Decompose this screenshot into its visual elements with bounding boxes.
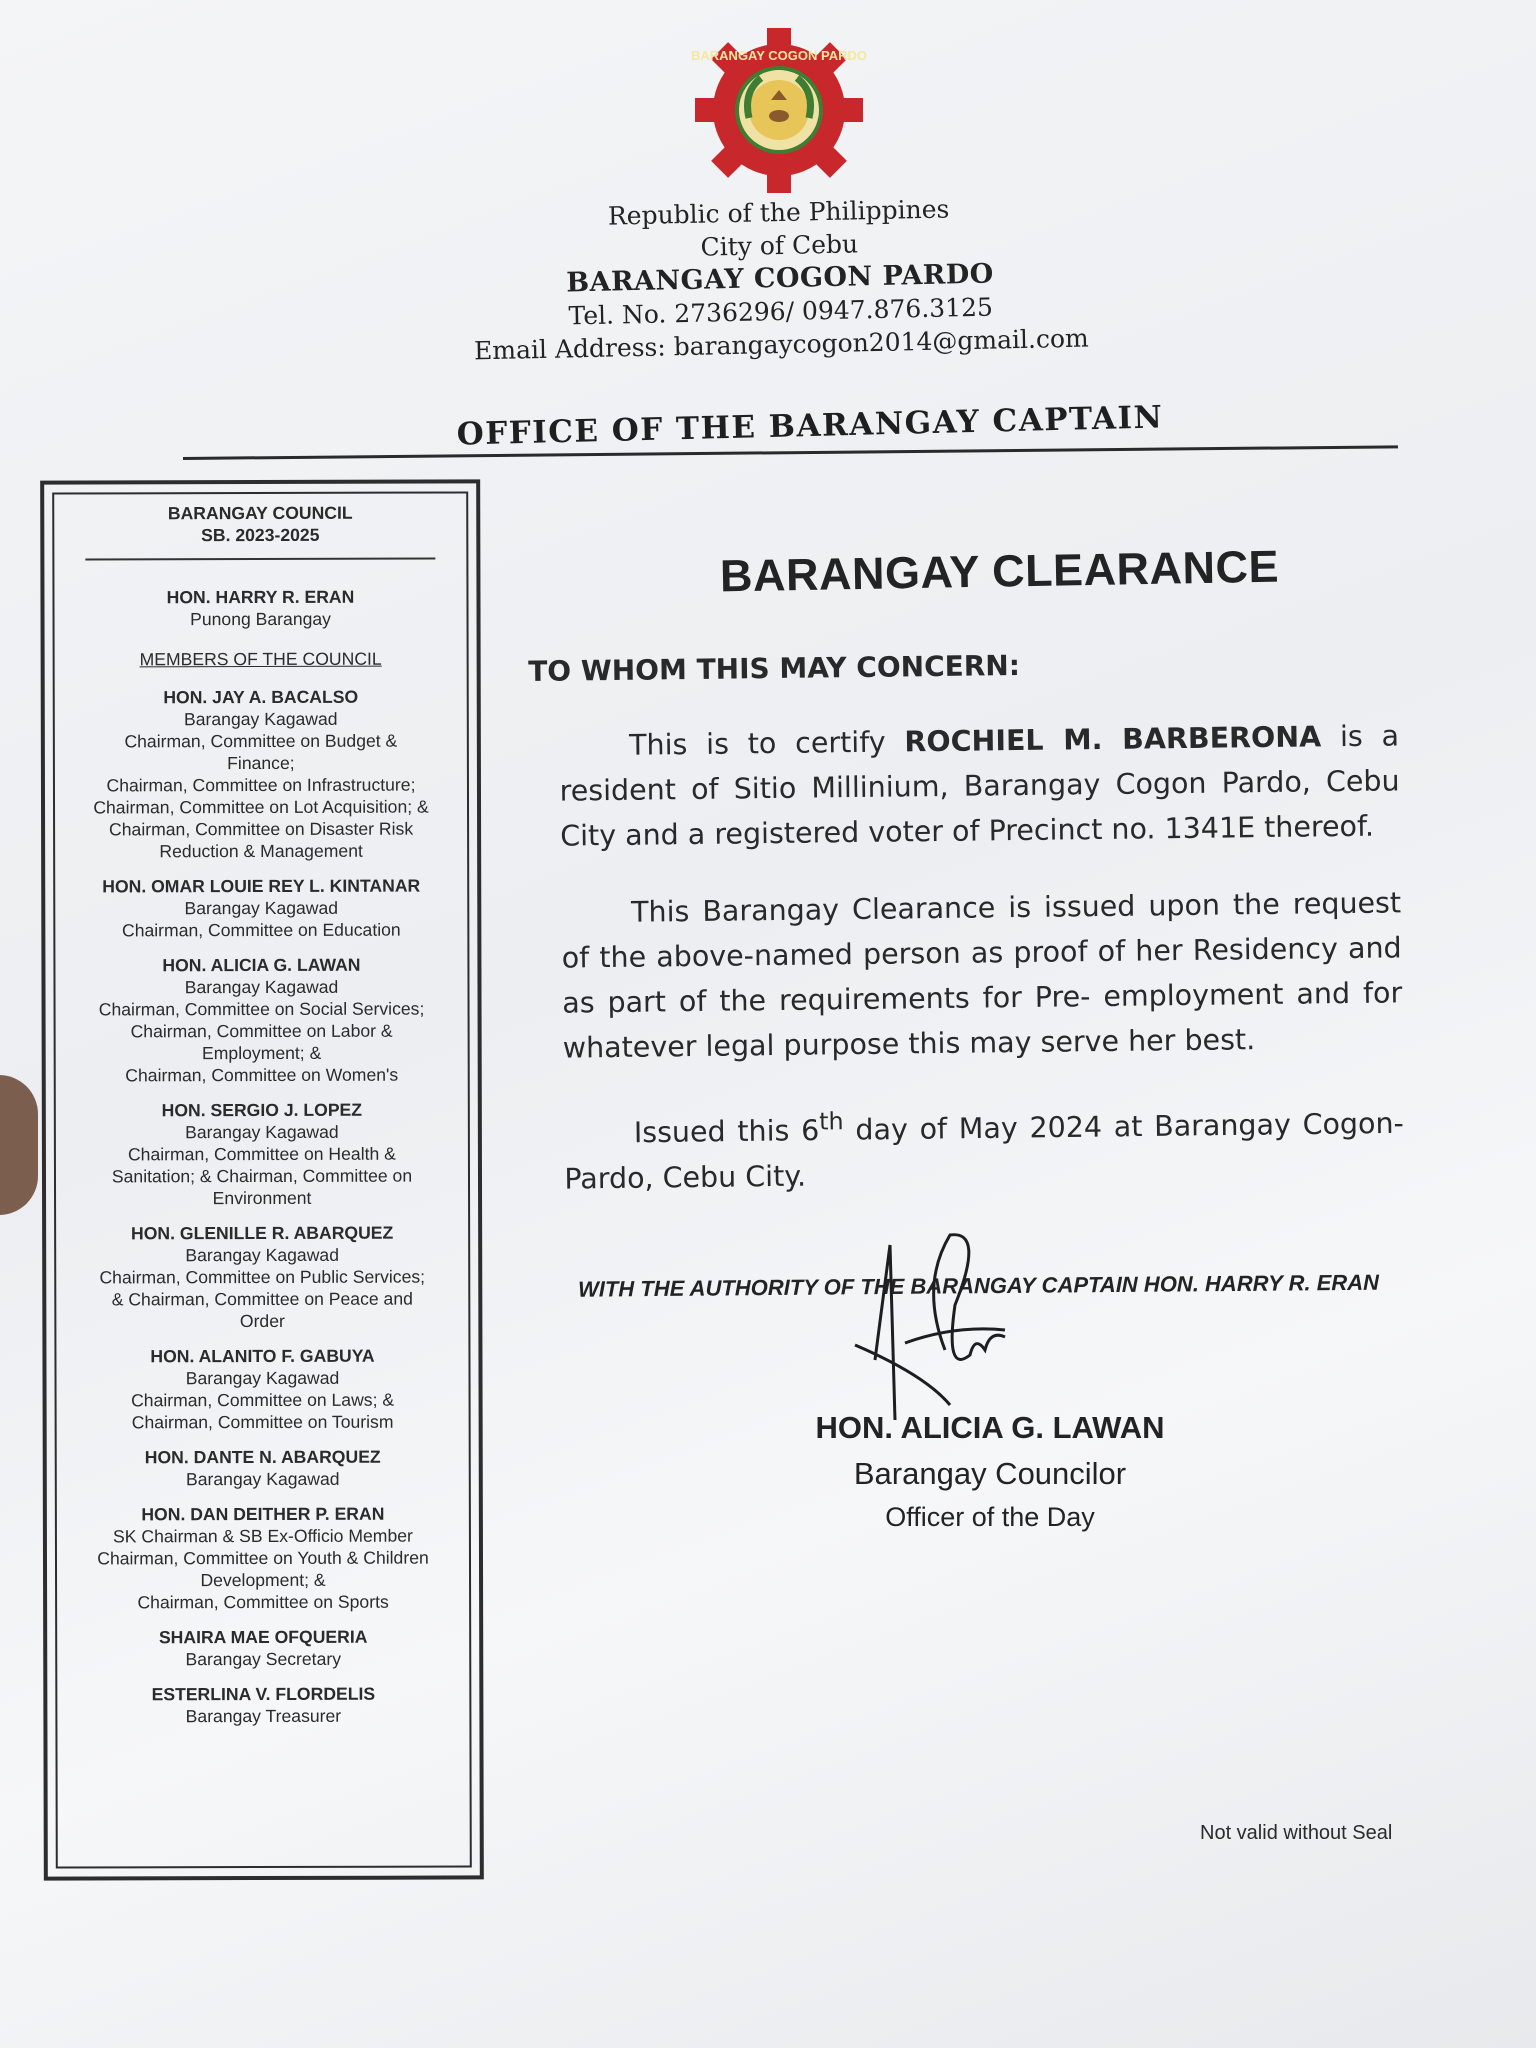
seal-lettering: BARANGAY COGON PARDO <box>690 48 868 63</box>
member-role-line: Chairman, Committee on Tourism <box>131 1411 394 1433</box>
signer-name: HON. ALICIA G. LAWAN <box>815 1410 1165 1445</box>
p1-post: is a resident of Sitio Millinium, Barangay Cogon Pardo, Cebu City and a registered voter of Precinct no. 1341E thereof. <box>559 719 1400 853</box>
captain-role: Punong Barangay <box>190 608 331 630</box>
council-sidebar <box>40 479 484 1880</box>
member-name: ESTERLINA V. FLORDELIS <box>151 1683 376 1705</box>
council-member <box>47 1625 479 1670</box>
member-role-line: Barangay Secretary <box>185 1648 342 1670</box>
office-heading: OFFICE OF THE BARANGAY CAPTAIN <box>456 399 1164 453</box>
members-list <box>45 685 480 1727</box>
captain-name: HON. HARRY R. ERAN <box>166 586 355 608</box>
member-role-line: Chairman, Committee on Sports <box>137 1591 389 1613</box>
email-line: Email Address: barangaycogon2014@gmail.com <box>473 323 1089 366</box>
member-name: HON. GLENILLE R. ABARQUEZ <box>130 1222 394 1244</box>
council-member <box>47 1502 479 1613</box>
member-role-line: Chairman, Committee on Laws; & <box>131 1389 395 1411</box>
document-body <box>528 644 1405 1233</box>
member-role-line: & Chairman, Committee on Peace and <box>111 1288 413 1310</box>
p3-post: day of May 2024 at Barangay Cogon-Pardo, Cebu City. <box>564 1106 1405 1196</box>
member-role-line: Barangay Kagawad <box>183 708 338 730</box>
member-name: HON. DANTE N. ABARQUEZ <box>144 1446 381 1468</box>
member-role-line: Chairman, Committee on Youth & Children <box>97 1547 429 1569</box>
purpose-paragraph: This Barangay Clearance is issued upon the request of the above-named person as proof of her Residency and as part of the requirements for Pre- employment and for whatever legal purpose this may serve her best. <box>561 886 1403 1065</box>
council-member <box>45 874 477 941</box>
member-role-line: Employment; & <box>201 1042 322 1064</box>
signer-position: Barangay Councilor <box>853 1456 1127 1491</box>
seal-notice: Not valid without Seal <box>1200 1822 1393 1844</box>
council-list <box>44 501 479 1740</box>
signer-office: Officer of the Day <box>885 1502 1095 1532</box>
council-member <box>47 1682 479 1727</box>
member-role-line: Chairman, Committee on Labor & <box>130 1020 393 1042</box>
member-role-line: Barangay Kagawad <box>184 897 339 919</box>
member-role-line: Chairman, Committee on Budget & <box>124 730 398 752</box>
member-role-line: Chairman, Committee on Infrastructure; <box>106 774 416 796</box>
member-role-line: Finance; <box>227 752 295 774</box>
resident-name: ROCHIEL M. BARBERONA <box>904 720 1322 759</box>
council-heading: BARANGAY COUNCIL <box>167 502 353 524</box>
council-member <box>46 1221 478 1332</box>
issued-paragraph <box>563 1092 1404 1201</box>
member-role-line: Order <box>239 1310 285 1332</box>
council-member <box>46 1344 478 1433</box>
member-name: SHAIRA MAE OFQUERIA <box>158 1626 368 1648</box>
city-line: City of Cebu <box>700 229 859 262</box>
p1-pre: This is to certify <box>628 725 905 762</box>
member-role-line: Barangay Kagawad <box>185 1367 340 1389</box>
member-role-line: Chairman, Committee on Lot Acquisition; & <box>93 796 429 818</box>
header-divider <box>183 445 1398 460</box>
member-role-line: Sanitation; & Chairman, Committee on <box>111 1165 413 1187</box>
member-name: HON. SERGIO J. LOPEZ <box>161 1099 363 1121</box>
p3-pre: Issued this 6 <box>633 1113 820 1150</box>
day-suffix: th <box>819 1107 844 1136</box>
member-role-line: Barangay Kagawad <box>185 1244 340 1266</box>
member-role-line: Barangay Kagawad <box>185 1468 340 1490</box>
member-role-line: Chairman, Committee on Women's <box>125 1064 399 1086</box>
member-name: HON. DAN DEITHER P. ERAN <box>141 1503 385 1525</box>
member-name: HON. ALANITO F. GABUYA <box>150 1345 375 1367</box>
member-role-line: Chairman, Committee on Public Services; <box>99 1266 426 1288</box>
council-member <box>46 1098 478 1209</box>
authority-line: WITH THE AUTHORITY OF THE BARANGAY CAPTAIN HON. HARRY R. ERAN <box>577 1269 1380 1302</box>
captain-entry <box>44 585 476 630</box>
member-role-line: Barangay Kagawad <box>185 1121 339 1143</box>
barangay-name: BARANGAY COGON PARDO <box>565 258 995 299</box>
council-member <box>47 1445 479 1490</box>
telephone-line: Tel. No. 2736296/ 0947.876.3125 <box>568 292 994 331</box>
member-role-line: Chairman, Committee on Disaster Risk <box>109 818 414 840</box>
council-term: SB. 2023-2025 <box>201 524 320 546</box>
letterhead <box>378 188 1181 370</box>
barangay-seal-icon <box>684 28 874 193</box>
member-role-line: Environment <box>212 1187 312 1209</box>
member-name: HON. ALICIA G. LAWAN <box>162 954 361 976</box>
member-role-line: Chairman, Committee on Education <box>121 919 401 941</box>
member-name: HON. OMAR LOUIE REY L. KINTANAR <box>102 875 421 897</box>
document-title: BARANGAY CLEARANCE <box>719 540 1280 602</box>
council-member <box>45 953 477 1086</box>
certification-paragraph <box>559 713 1401 858</box>
salutation: TO WHOM THIS MAY CONCERN: <box>528 648 1021 688</box>
member-name: HON. JAY A. BACALSO <box>163 686 359 708</box>
member-role-line: Reduction & Management <box>159 840 363 862</box>
member-role-line: Chairman, Committee on Social Services; <box>98 998 425 1020</box>
member-role-line: Chairman, Committee on Health & <box>127 1143 396 1165</box>
member-role-line: SK Chairman & SB Ex-Officio Member <box>112 1525 413 1547</box>
members-heading: MEMBERS OF THE COUNCIL <box>139 648 382 670</box>
member-role-line: Development; & <box>200 1569 326 1591</box>
member-role-line: Barangay Treasurer <box>185 1705 342 1727</box>
council-divider <box>85 558 435 561</box>
member-role-line: Barangay Kagawad <box>184 976 339 998</box>
republic-line: Republic of the Philippines <box>607 194 950 231</box>
signatory-block <box>790 1410 1190 1533</box>
council-member <box>45 685 477 862</box>
holding-finger <box>0 1075 38 1215</box>
